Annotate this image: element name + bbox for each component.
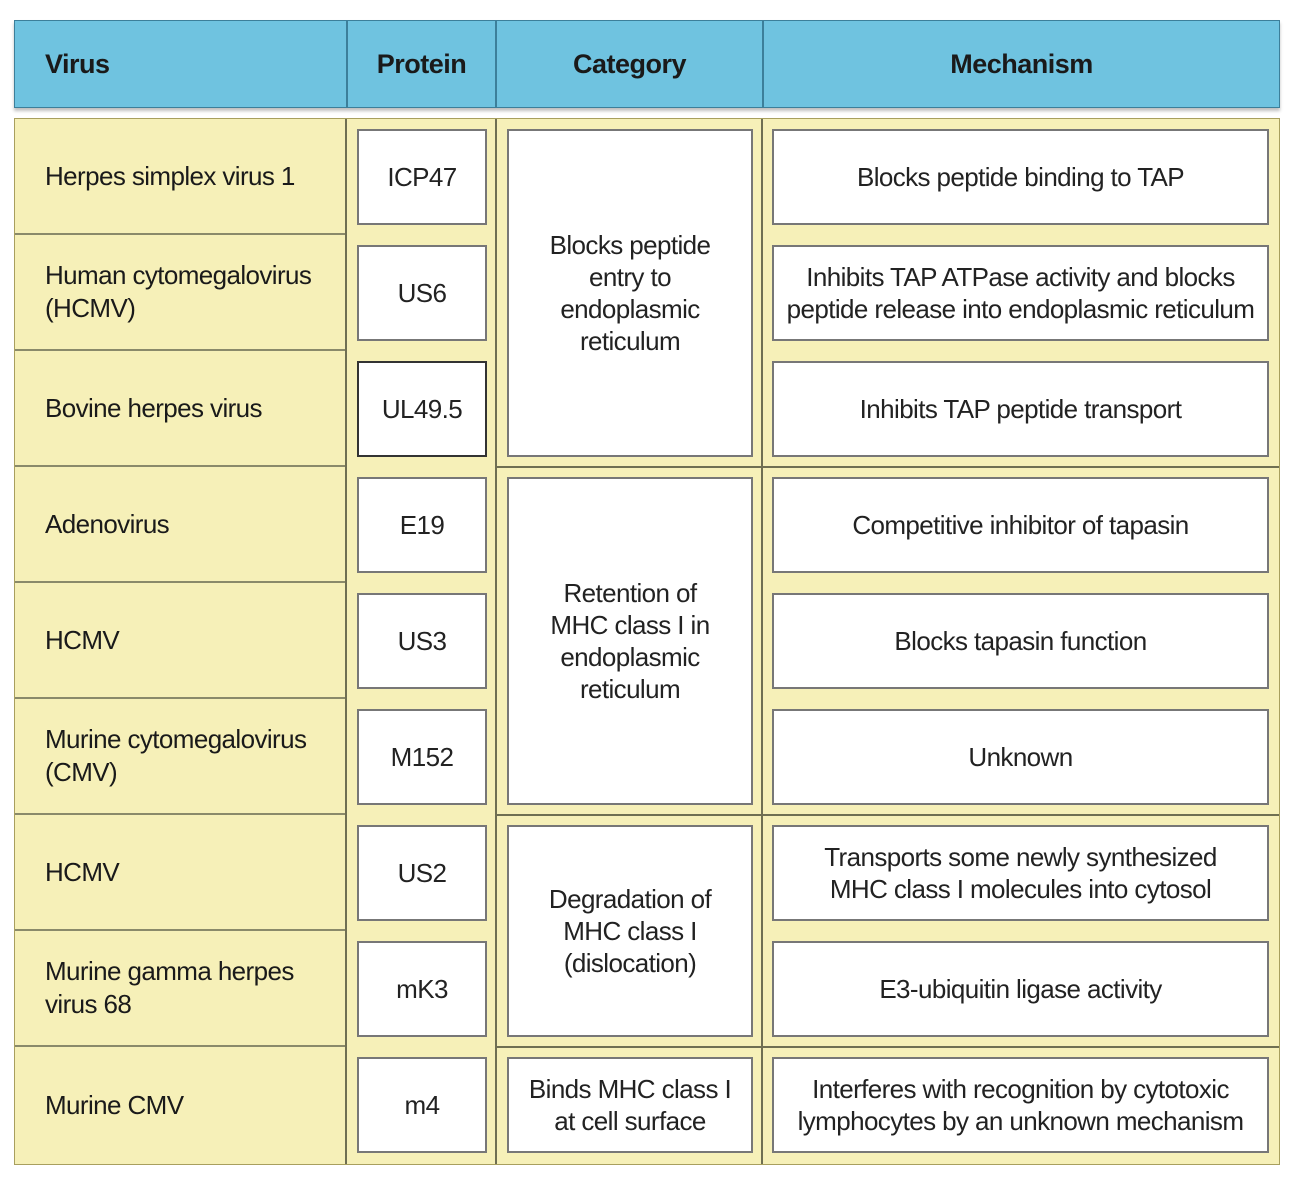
protein-cell: US6 bbox=[357, 245, 487, 341]
mechanism-cell: Unknown bbox=[772, 709, 1269, 805]
virus-cell: Human cytomegalovirus (HCMV) bbox=[15, 235, 345, 351]
protein-cell: m4 bbox=[357, 1057, 487, 1153]
virus-cell: Herpes simplex virus 1 bbox=[15, 119, 345, 235]
virus-cell: Bovine herpes virus bbox=[15, 351, 345, 467]
mechanism-cell: Competitive inhibitor of tapasin bbox=[772, 477, 1269, 573]
protein-cell: M152 bbox=[357, 709, 487, 805]
mechanism-cell: Inhibits TAP peptide transport bbox=[772, 361, 1269, 457]
mechanism-cell: Interferes with recognition by cytotoxic lymphocytes by an unknown mechanism bbox=[772, 1057, 1269, 1153]
mechanism-cell: Blocks peptide binding to TAP bbox=[772, 129, 1269, 225]
column-divider bbox=[345, 119, 347, 1164]
category-cell: Retention of MHC class I in endoplasmic reticulum bbox=[507, 477, 753, 805]
category-cell: Degradation of MHC class I (dislocation) bbox=[507, 825, 753, 1037]
category-cell: Blocks peptide entry to endoplasmic reticulum bbox=[507, 129, 753, 457]
header-protein: Protein bbox=[376, 48, 467, 79]
header-mechanism: Mechanism bbox=[950, 48, 1093, 79]
header-category: Category bbox=[572, 48, 687, 79]
protein-cell: US2 bbox=[357, 825, 487, 921]
mechanism-cell: E3-ubiquitin ligase activity bbox=[772, 941, 1269, 1037]
protein-cell: mK3 bbox=[357, 941, 487, 1037]
virus-cell: Adenovirus bbox=[15, 467, 345, 583]
virus-cell: HCMV bbox=[15, 815, 345, 931]
category-cell: Binds MHC class I at cell surface bbox=[507, 1057, 753, 1153]
table-header bbox=[14, 20, 1280, 108]
protein-cell: US3 bbox=[357, 593, 487, 689]
virus-cell: Murine cytomegalovirus (CMV) bbox=[15, 699, 345, 815]
table-body bbox=[14, 118, 1280, 1165]
virus-cell: Murine gamma herpes virus 68 bbox=[15, 931, 345, 1047]
virus-cell: Murine CMV bbox=[45, 1090, 184, 1120]
mechanism-cell: Inhibits TAP ATPase activity and blocks peptide release into endoplasmic reticulum bbox=[772, 245, 1269, 341]
protein-cell: E19 bbox=[357, 477, 487, 573]
group-divider bbox=[495, 466, 1279, 468]
protein-cell: ICP47 bbox=[357, 129, 487, 225]
group-divider bbox=[495, 814, 1279, 816]
column-divider bbox=[495, 119, 497, 1164]
column-divider bbox=[761, 119, 763, 1164]
virus-protein-table bbox=[14, 20, 1280, 1165]
group-divider bbox=[495, 1046, 1279, 1048]
header-virus: Virus bbox=[45, 48, 110, 79]
mechanism-cell: Blocks tapasin function bbox=[772, 593, 1269, 689]
protein-cell: UL49.5 bbox=[357, 361, 487, 457]
mechanism-cell: Transports some newly synthesized MHC class I molecules into cytosol bbox=[772, 825, 1269, 921]
virus-cell: HCMV bbox=[15, 583, 345, 699]
